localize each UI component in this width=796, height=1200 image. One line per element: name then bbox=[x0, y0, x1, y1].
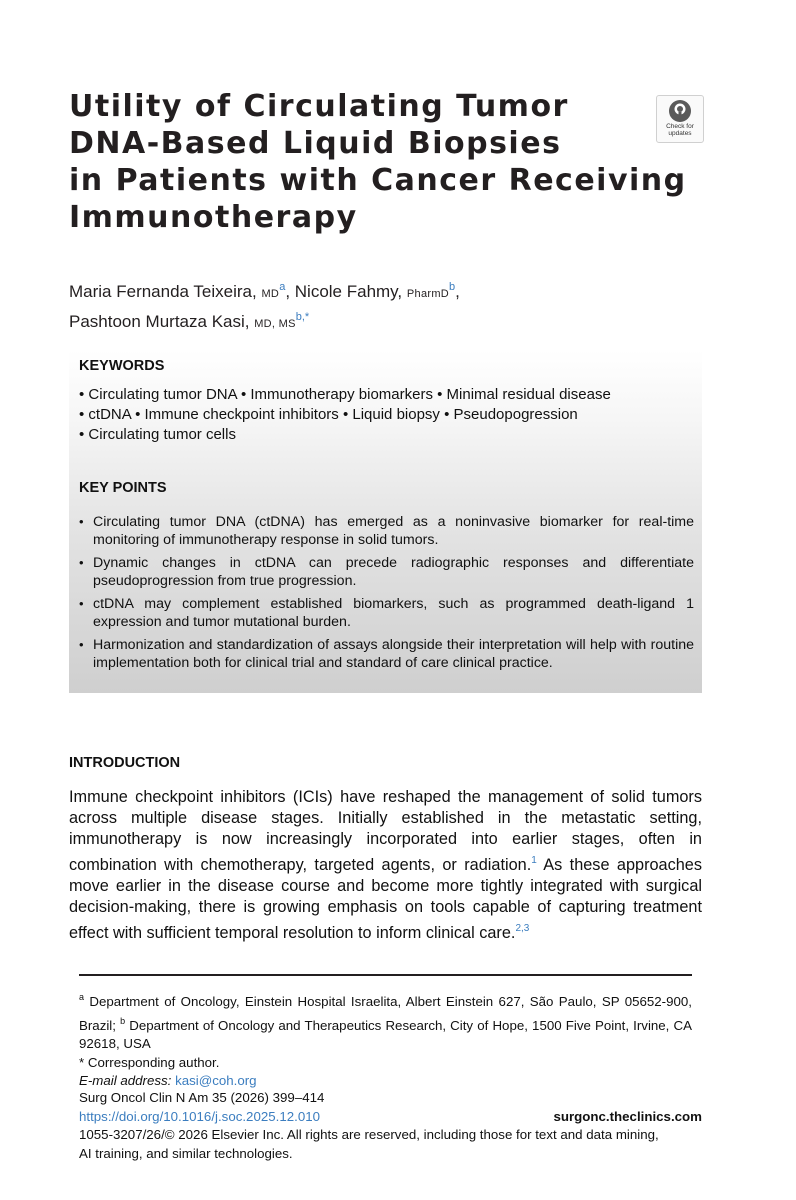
key-point-item: • Circulating tumor DNA (ctDNA) has emerged as a noninvasive biomarker for real-time monitoring of immunotherapy response in solid tumors. bbox=[79, 513, 694, 549]
author-degree: MD bbox=[261, 288, 280, 300]
affiliation-marker[interactable]: a bbox=[279, 281, 286, 293]
affiliation-label: b bbox=[120, 1015, 126, 1026]
title-line: Immunotherapy bbox=[69, 200, 358, 235]
affiliations-note bbox=[79, 988, 692, 1054]
copyright-line: AI training, and similar technologies. bbox=[79, 1145, 293, 1161]
author-list: Maria Fernanda Teixeira, $MD^a$, Nicole Fahmy, PharmD$^b$, Pashtoon Murtaza Kasi, MD, $MS^{b,*}$ bbox=[69, 281, 460, 331]
email-label: E-mail address: bbox=[79, 1073, 172, 1088]
affiliation-marker[interactable]: b bbox=[449, 281, 456, 293]
title-line: DNA-Based Liquid Biopsies bbox=[69, 126, 562, 161]
email-link[interactable]: kasi@coh.org bbox=[175, 1073, 257, 1088]
page-footer bbox=[79, 1089, 702, 1163]
keyword-line: • Circulating tumor DNA • Immunotherapy biomarkers • Minimal residual disease bbox=[79, 386, 611, 403]
doi-link[interactable]: https://doi.org/10.1016/j.soc.2025.12.010 bbox=[79, 1108, 320, 1124]
journal-citation: Surg Oncol Clin N Am 35 (2026) 399–414 bbox=[79, 1090, 325, 1105]
affiliation-marker[interactable]: b,* bbox=[295, 311, 310, 323]
crossmark-icon bbox=[668, 99, 692, 123]
title-line: Utility of Circulating Tumor bbox=[69, 89, 569, 124]
footnote-divider bbox=[79, 974, 692, 976]
keyword-line: • ctDNA • Immune checkpoint inhibitors • Liquid biopsy • Pseudopogression bbox=[79, 406, 578, 423]
badge-text: updates bbox=[668, 130, 692, 137]
keywords-heading: KEYWORDS bbox=[79, 358, 165, 374]
badge-text: Check for bbox=[666, 123, 694, 130]
key-point-item: • Harmonization and standardization of assays alongside their interpretation will help with routine implementation both for clinical trial and standard of care clinical practice. bbox=[79, 636, 694, 672]
key-points-heading: KEY POINTS bbox=[79, 480, 167, 496]
article-title bbox=[69, 88, 709, 236]
author-degree: PharmD bbox=[406, 288, 450, 300]
author-name: Pashtoon Murtaza Kasi, bbox=[69, 312, 250, 331]
author-name: Maria Fernanda Teixeira, bbox=[69, 282, 257, 301]
title-line: in Patients with Cancer Receiving bbox=[69, 163, 687, 198]
corresponding-author: * Corresponding author. bbox=[79, 1054, 220, 1070]
intro-text: As these approaches move earlier in the disease course and become more tightly integrated with surgical decision-making, there is growing emphasis on tools capable of capturing treatment effect with sufficient temporal resolution to inform clinical care. bbox=[69, 856, 702, 942]
keywords-keypoints-box bbox=[69, 350, 702, 693]
key-point-item: • ctDNA may complement established biomarkers, such as programmed death-ligand 1 expression and tumor mutational burden. bbox=[79, 595, 694, 631]
keywords-list bbox=[79, 385, 694, 445]
key-points-list bbox=[79, 513, 694, 677]
affiliation-label: a bbox=[79, 992, 85, 1002]
author-degree: MD, MS bbox=[254, 318, 296, 330]
email-line bbox=[79, 1072, 692, 1091]
affiliation-text: Department of Oncology and Therapeutics Research, City of Hope, 1500 Five Point, Irvine, CA 92618, USA bbox=[79, 1017, 692, 1051]
reference-link[interactable]: 2,3 bbox=[515, 923, 530, 934]
doi-row bbox=[79, 1108, 702, 1127]
reference-link[interactable]: 1 bbox=[531, 855, 537, 866]
introduction-paragraph bbox=[69, 787, 702, 944]
intro-text: Immune checkpoint inhibitors (ICIs) have reshaped the management of solid tumors across multiple disease stages. Initially established in the metastatic setting, immunotherapy is now increasingly incorporated into earlier stages, often in combination with chemotherapy, targeted agents, or radiation. bbox=[69, 788, 702, 874]
check-for-updates-badge[interactable] bbox=[656, 95, 704, 143]
affiliation-text: Department of Oncology, Einstein Hospital Israelita, Albert Einstein 627, São Paulo, SP 05652-900, Brazil; bbox=[79, 994, 692, 1033]
journal-site: surgonc.theclinics.com bbox=[553, 1108, 702, 1124]
keyword-line: • Circulating tumor cells bbox=[79, 426, 236, 443]
introduction-heading: INTRODUCTION bbox=[69, 755, 181, 771]
footnotes bbox=[79, 988, 692, 1091]
copyright-line: 1055-3207/26/© 2026 Elsevier Inc. All rights are reserved, including those for text and data mining, bbox=[79, 1127, 659, 1142]
key-point-item: • Dynamic changes in ctDNA can precede radiographic responses and differentiate pseudoprogression from true progression. bbox=[79, 554, 694, 590]
author-name: Nicole Fahmy, bbox=[294, 282, 403, 301]
